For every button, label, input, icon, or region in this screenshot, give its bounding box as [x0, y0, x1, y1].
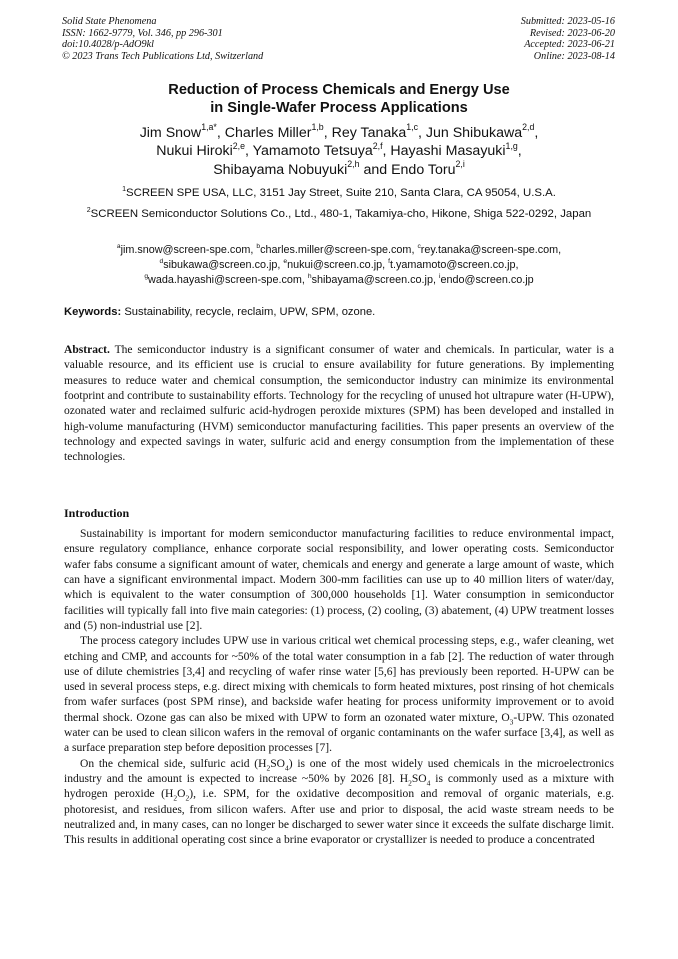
section-heading-introduction: Introduction [64, 506, 130, 520]
abstract [64, 343, 614, 466]
date-revised: Revised: 2023-06-20 [529, 27, 615, 39]
author: Yamamoto Tetsuya$^{2,f}$, [252, 140, 391, 160]
author: Rey Tanaka$^{1,c}$, [331, 122, 426, 141]
date-accepted: Accepted: 2023-06-21 [524, 39, 615, 51]
journal-issn: ISSN: 1662-9779, Vol. 346, pp 296-301 [62, 27, 223, 39]
paper-title [0, 81, 678, 117]
author-list [60, 124, 618, 179]
author: Hayashi Masayuki$^{1,g}$, [390, 140, 522, 160]
paragraph: On the chemical side, sulfuric acid $(H_2SO_4)$ is one of the most widely used chemicals in the microelectronics industry and the amount is expected to increase ~50% by 2026 [8]. $H_2SO_4$ is commonly used as a mixture with hydrogen peroxide $(H_2O_2)$, i.e. SPM, for the oxidative decomposition and removal of organic materials, e.g. photoresist, and residues, from silicon wafers. After use and prior to disposal, the acid waste stream needs to be neutralized and, in many cases, can no longer be discharged to sewer water since it exceeds the sulfate discharge limit. This results in additional operating cost since a brine evaporator or crystallizer is needed to produce a concentrated [64, 757, 615, 847]
title-line-2: in Single-Wafer Process Applications [210, 100, 468, 116]
email: $^a$jim.snow@screen-spe.com, [116, 242, 257, 256]
author: Shibayama Nobuyuki$^{2,h}$ and [213, 159, 392, 178]
author: Endo Toru$^{2,i}$ [391, 159, 465, 178]
keywords-text: Sustainability, recycle, reclaim, UPW, SPM, ozone. [124, 306, 376, 318]
abstract-text: The semiconductor industry is a significant consumer of water and chemicals. In particular, water is a valuable resource, and its efficient use is crucial to ensure availability for future generations. By implementing measures to reduce water and chemical consumption, the semiconductor industry can minimize its environmental footprint and contribute to sustainability efforts. Technology for the recycling of unused hot ultrapure water (H-UPW), ozonated water and reclaimed sulfuric acid-hydrogen peroxide mixtures (SPM) has been developed and installed in high-volume manufacturing (HVM) semiconductor manufacturing facilities. This paper presents an overview of the technology and expected savings in water, sulfuric acid and energy consumption from the implementation of these technologies. [64, 344, 614, 464]
introduction-body [64, 527, 614, 849]
journal-copyright: © 2023 Trans Tech Publications Ltd, Switzerland [62, 50, 264, 62]
author: Charles Miller$^{1,b}$, [224, 122, 332, 141]
abstract-label: Abstract. [64, 344, 110, 356]
email: $^c$rey.tanaka@screen-spe.com, [417, 242, 562, 256]
journal-doi: doi:10.4028/p-AdO9kl [62, 39, 154, 51]
author: Jim Snow$^{1,a*}$, [139, 122, 225, 141]
email: $^e$nukui@screen.co.jp, [283, 257, 389, 272]
keywords-label: Keywords: [64, 306, 122, 318]
date-online: Online: 2023-08-14 [533, 50, 615, 62]
date-submitted: Submitted: 2023-05-16 [520, 16, 615, 27]
affiliation-1: $^1$SCREEN SPE USA, LLC, 3151 Jay Street, Suite 210, Santa Clara, CA 95054, U.S.A. [122, 185, 556, 199]
journal-info [62, 16, 263, 62]
email: $^i$endo@screen.co.jp [438, 273, 534, 287]
affiliation-2: $^2$SCREEN Semiconductor Solutions Co., Ltd., 480-1, Takamiya-cho, Hikone, Shiga 522-0292, Japan [86, 206, 592, 220]
title-line-1: Reduction of Process Chemicals and Energy Use [168, 82, 510, 98]
author: Nukui Hiroki$^{2,e}$, [156, 140, 253, 160]
author-emails [62, 243, 616, 289]
email: $^h$shibayama@screen.co.jp, [307, 273, 439, 287]
email: $^f$t.yamamoto@screen.co.jp, [388, 257, 519, 272]
paragraph: The process category includes UPW use in various critical wet chemical processing steps, e.g., wafer cleaning, wet etching and CMP, and accounts for ~50% of the total water consumption in a fab [2]. The reduction of water through use of dilute chemistries [3,4] and recycling of wafer rinse water [5,6] has previously been reported. H-UPW can be used in several process steps, e.g. direct mixing with chemicals to form heated mixtures, post rinsing of hot chemicals from wafer surfaces (post SPM rinse), and backside wafer heating for process uniformity improvement or to avoid thermal shock. Ozone gas can also be mixed with UPW to form an ozonated water mixture, $O_3$-UPW. This ozonated water can be used to clean silicon wafers in the removal of organic contaminants on the wafer surface [3,4], as well as a surface preparation step before deposition processes [7]. [64, 635, 614, 755]
journal-name: Solid State Phenomena [62, 16, 157, 27]
publication-dates [521, 16, 615, 62]
keywords [64, 305, 616, 319]
email: $^g$wada.hayashi@screen-spe.com, [144, 273, 308, 287]
author: Jun Shibukawa$^{2,d}$, [425, 122, 539, 141]
email: $^d$sibukawa@screen.co.jp, [159, 257, 284, 272]
paragraph: Sustainability is important for modern semiconductor manufacturing facilities to reduce environmental impact, ensure regulatory compliance, enhance corporate social responsibility, and lower operating costs. Semiconductor wafer fabs consume a significant amount of water, chemicals and energy and generate a large amount of waste, which can have a significant environmental impact. Modern 300-mm facilities can use up to 40 million liters of water/day, which is equivalent to the water consumption of 300,000 households [1]. Water consumption in semiconductor facilities will typically fall into five main categories: (1) process, (2) cooling, (3) abatement, (4) UPW treatment losses and (5) non-industrial use [2]. [64, 528, 614, 632]
email: $^b$charles.miller@screen-spe.com, [256, 242, 418, 256]
